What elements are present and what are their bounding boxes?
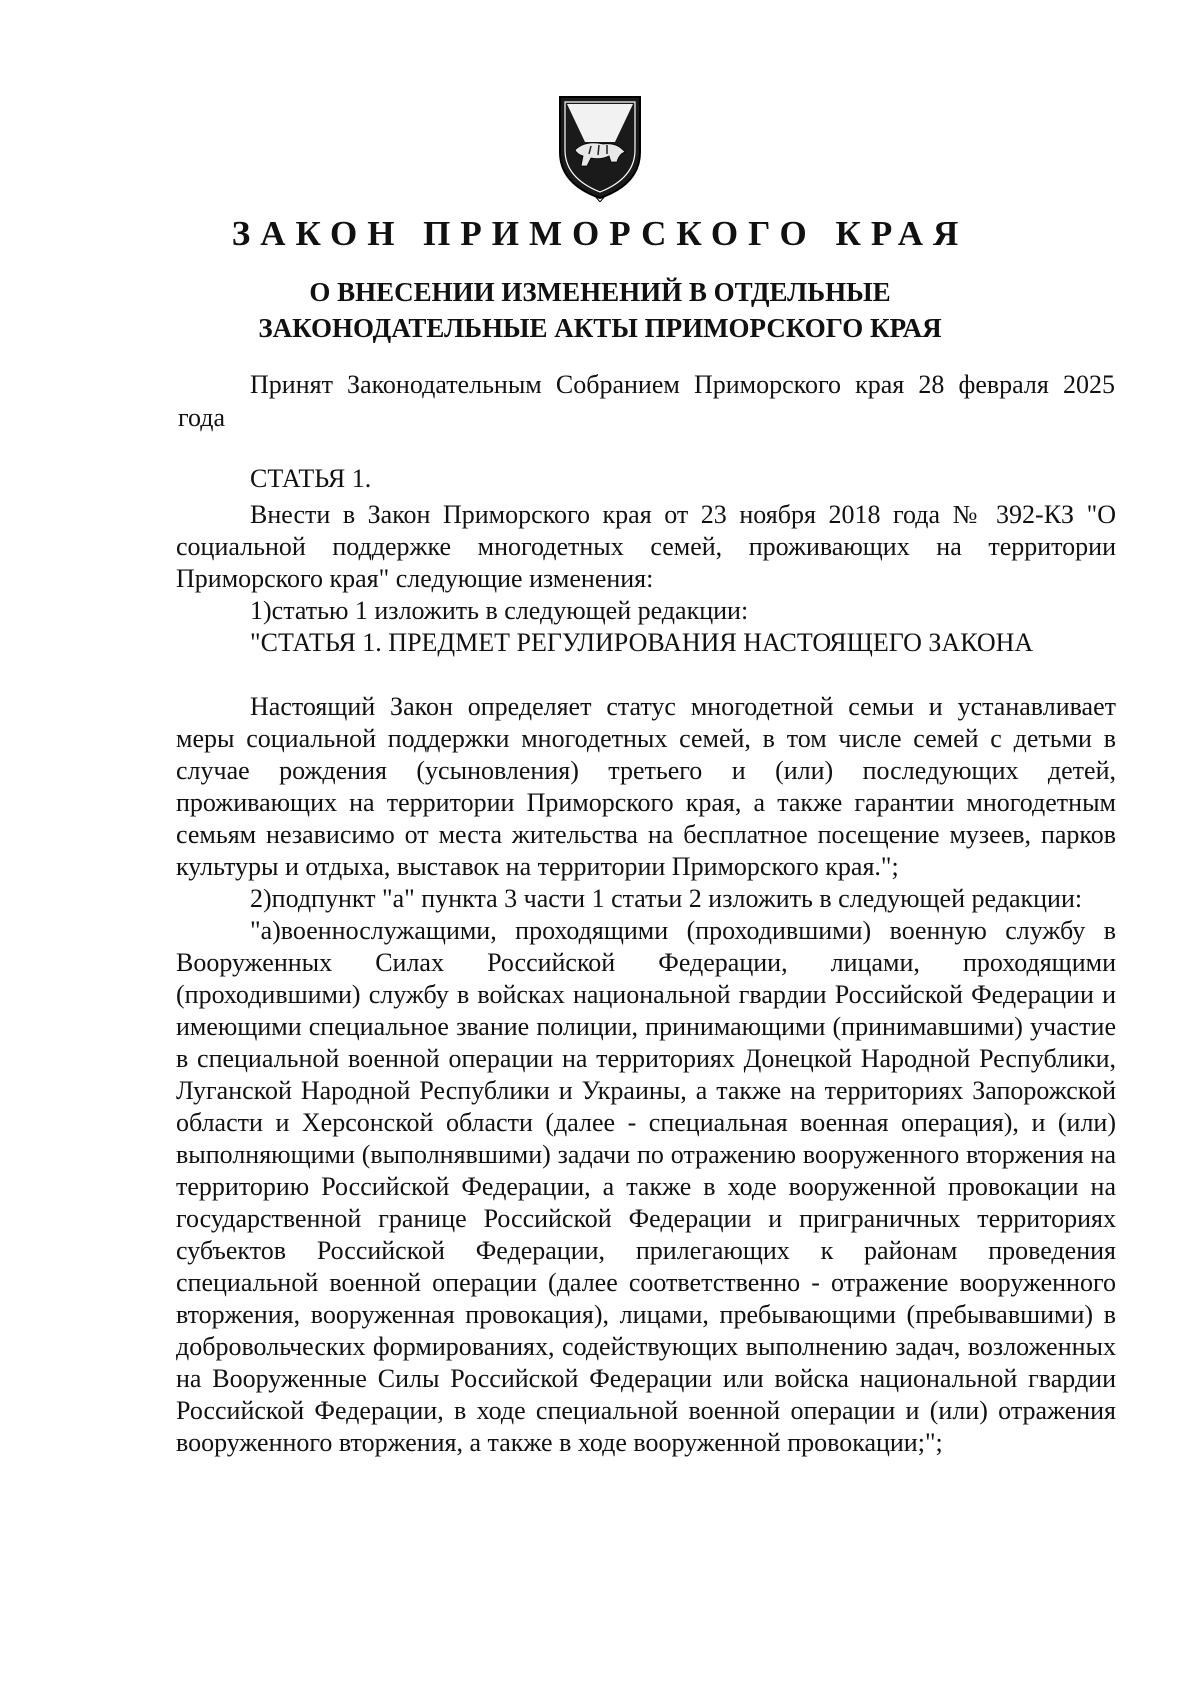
article-paragraph-subitem-a: "а)военнослужащими, проходящими (проходившими) военную службу в Вооруженных Силах Российской Федерации, лицами, проходящими (проходившими) службу в войсках национальной гвардии Российской Федерации и имеющими специальное звание полиции, принимающими (принимавшими) участие в специальной военной операции на территориях Донецкой Народной Республики, Луганской Народной Республики и Украины, а также на территориях Запорожской области и Херсонской области (далее - специальная военная операция), и (или) выполняющими (выполнявшими) задачи по отражению вооруженного вторжения на территорию Российской Федерации, а также в ходе вооруженной провокации на государственной границе Российской Федерации и приграничных территориях субъектов Российской Федерации, прилегающих к районам проведения специальной военной операции (далее соответственно - отражение вооруженного вторжения, вооруженная провокация), лицами, пребывающими (пребывавшими) в добровольческих формированиях, содействующих выполнению задач, возложенных на Вооруженные Силы Российской Федерации или войска национальной гвардии Российской Федерации, в ходе специальной военной операции и (или) отражения вооруженного вторжения, а также в ходе вооруженной провокации;"; (176, 916, 1116, 1457)
primorsky-krai-coat-of-arms-icon (555, 92, 645, 202)
article-body (176, 499, 1116, 1459)
law-title: ЗАКОН ПРИМОРСКОГО КРАЯ (231, 214, 969, 253)
article-paragraph-item-2: 2)подпункт "а" пункта 3 части 1 статьи 2 изложить в следующей редакции: (250, 884, 1083, 913)
article-paragraph-new-article-title: "СТАТЬЯ 1. ПРЕДМЕТ РЕГУЛИРОВАНИЯ НАСТОЯЩЕГО ЗАКОНА (250, 628, 1034, 657)
article-heading: СТАТЬЯ 1. (250, 464, 372, 493)
law-subtitle-line-1: О ВНЕСЕНИИ ИЗМЕНЕНИЙ В ОТДЕЛЬНЫЕ (309, 277, 891, 307)
law-subtitle (0, 274, 1200, 346)
article-paragraph-item-1: 1)статью 1 изложить в следующей редакции: (250, 596, 749, 625)
law-subtitle-line-2: ЗАКОНОДАТЕЛЬНЫЕ АКТЫ ПРИМОРСКОГО КРАЯ (258, 313, 942, 343)
adoption-statement: Принят Законодательным Собранием Приморского края 28 февраля 2025 года (178, 370, 1115, 432)
article-paragraph-new-article-text: Настоящий Закон определяет статус многодетной семьи и устанавливает меры социальной поддержки многодетных семей, в том числе семей с детьми в случае рождения (усыновления) третьего и (или) последующих детей, проживающих на территории Приморского края, а также гарантии многодетным семьям независимо от места жительства на бесплатное посещение музеев, парков культуры и отдыха, выставок на территории Приморского края."; (176, 692, 1116, 881)
article-paragraph-intro: Внести в Закон Приморского края от 23 ноября 2018 года № 392-КЗ "О социальной поддержке многодетных семей, проживающих на территории Приморского края" следующие изменения: (176, 500, 1116, 593)
